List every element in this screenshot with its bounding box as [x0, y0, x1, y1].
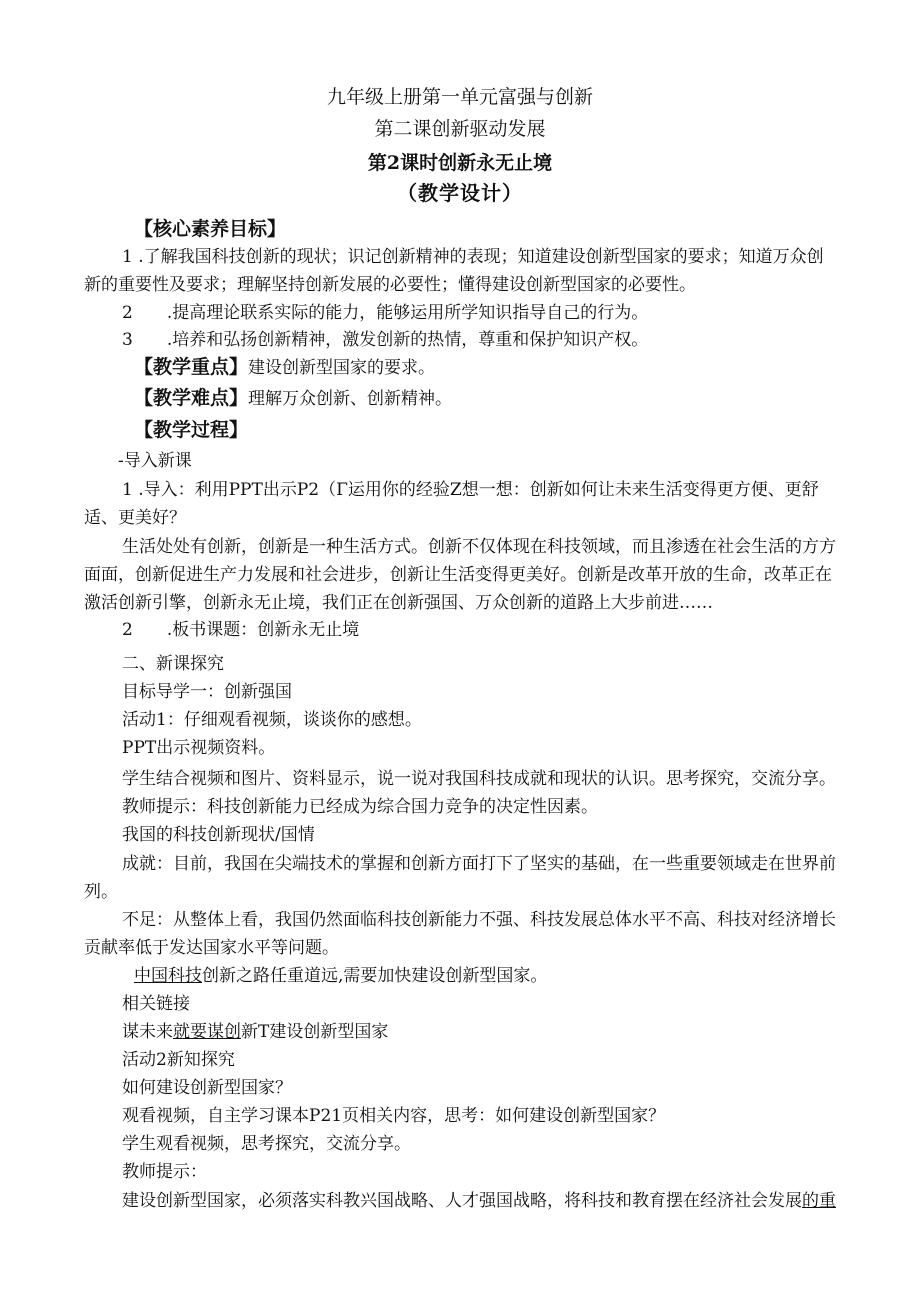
teacher-tip-2: 教师提示： [122, 1162, 207, 1182]
title-doc-type: （教学设计） [397, 181, 523, 205]
shortfall-line-1: 不足：从整体上看，我国仍然面临科技创新能力不强、科技发展总体水平不高、科技对经济增长 [122, 910, 836, 930]
goal-item-3: 3 .培养和弘扬创新精神，激发创新的热情，尊重和保护知识产权。 [122, 330, 649, 350]
intro-item-2: 2 .板书课题：创新永无止境 [122, 620, 360, 640]
key-point-text: 建设创新型国家的要求。 [248, 358, 436, 378]
last-line-underlined: 的重 [802, 1191, 836, 1211]
road-rest: 创新之路任重道远,需要加快建设创新型国家。 [202, 966, 548, 986]
difficulty-heading: 【教学难点】 [134, 387, 249, 409]
watch-instruction: 观看视频，自主学习课本P21页相关内容，思考：如何建设创新型国家？ [122, 1106, 666, 1126]
intro-item-1-line-2: 适、更美好？ [84, 508, 186, 528]
goal-guide-1: 目标导学一：创新强国 [122, 682, 292, 702]
goals-heading: 【核心素养目标】 [134, 218, 287, 240]
intro-heading: -导入新课 [118, 451, 192, 471]
section-heading-2: 二、新课探究 [122, 654, 224, 674]
title-lesson: 第二课创新驱动发展 [374, 118, 546, 140]
last-line [122, 1190, 836, 1212]
goal-item-1-line-1: 1 .了解我国科技创新的现状；识记创新精神的表现；知道建设创新型国家的要求；知道万众创 [122, 247, 824, 267]
goal-item-2: 2 .提高理论联系实际的能力，能够运用所学知识指导自己的行为。 [122, 303, 649, 323]
key-point-heading: 【教学重点】 [134, 356, 249, 378]
students-discussion-1: 学生结合视频和图片、资料显示，说一说对我国科技成就和现状的认识。思考探究，交流分享。 [122, 769, 836, 789]
question-line: 如何建设创新型国家？ [122, 1078, 292, 1098]
teacher-tip-1: 教师提示：科技创新能力已经成为综合国力竞争的决定性因素。 [122, 797, 598, 817]
title-period: 第2课时创新永无止境 [367, 152, 553, 174]
difficulty-text: 理解万众创新、创新精神。 [248, 389, 453, 409]
status-heading: 我国的科技创新现状/国情 [122, 825, 315, 845]
achievement-line-2: 列。 [84, 882, 118, 902]
students-discussion-2: 学生观看视频，思考探究，交流分享。 [122, 1134, 411, 1154]
future-line [122, 1021, 388, 1043]
related-link-heading: 相关链接 [122, 994, 190, 1014]
intro-paragraph-line-3: 激活创新引擎，创新永无止境，我们正在创新强国、万众创新的道路上大步前进…… [84, 593, 713, 613]
difficulty-line [134, 387, 452, 410]
future-part-1: 谋未来 [122, 1022, 173, 1042]
achievement-line-1: 成就：目前，我国在尖端技术的掌握和创新方面打下了坚实的基础，在一些重要领域走在世界前 [122, 854, 836, 874]
key-point-line [134, 356, 435, 379]
last-line-text: 建设创新型国家，必须落实科教兴国战略、人才强国战略，将科技和教育摆在经济社会发展 [122, 1191, 802, 1211]
intro-paragraph-line-1: 生活处处有创新，创新是一种生活方式。创新不仅体现在科技领域，而且渗透在社会生活的方方 [122, 537, 836, 557]
future-underlined: 就要谋创 [173, 1022, 241, 1042]
intro-paragraph-line-2: 面面，创新促进生产力发展和社会进步，创新让生活变得更美好。创新是改革开放的生命，改革正在 [84, 565, 832, 585]
ppt-note: PPT出示视频资料。 [122, 738, 276, 758]
future-part-3: 新T建设创新型国家 [241, 1022, 389, 1042]
shortfall-line-2: 贡献率低于发达国家水平等问题。 [84, 938, 339, 958]
goal-item-1-line-2: 新的重要性及要求；理解坚持创新发展的必要性；懂得建设创新型国家的必要性。 [84, 275, 696, 295]
process-heading: 【教学过程】 [134, 419, 249, 441]
title-grade-unit: 九年级上册第一单元富强与创新 [326, 86, 593, 108]
road-line [134, 965, 547, 987]
road-underlined: 中国科技 [134, 966, 202, 986]
activity-1: 活动1：仔细观看视频，谈谈你的感想。 [122, 710, 422, 730]
intro-item-1-line-1: 1 .导入：利用PPT出示P2（Γ运用你的经验Z想一想：创新如何让未来生活变得更方便、更舒 [122, 480, 819, 500]
activity-2: 活动2新知探究 [122, 1050, 235, 1070]
